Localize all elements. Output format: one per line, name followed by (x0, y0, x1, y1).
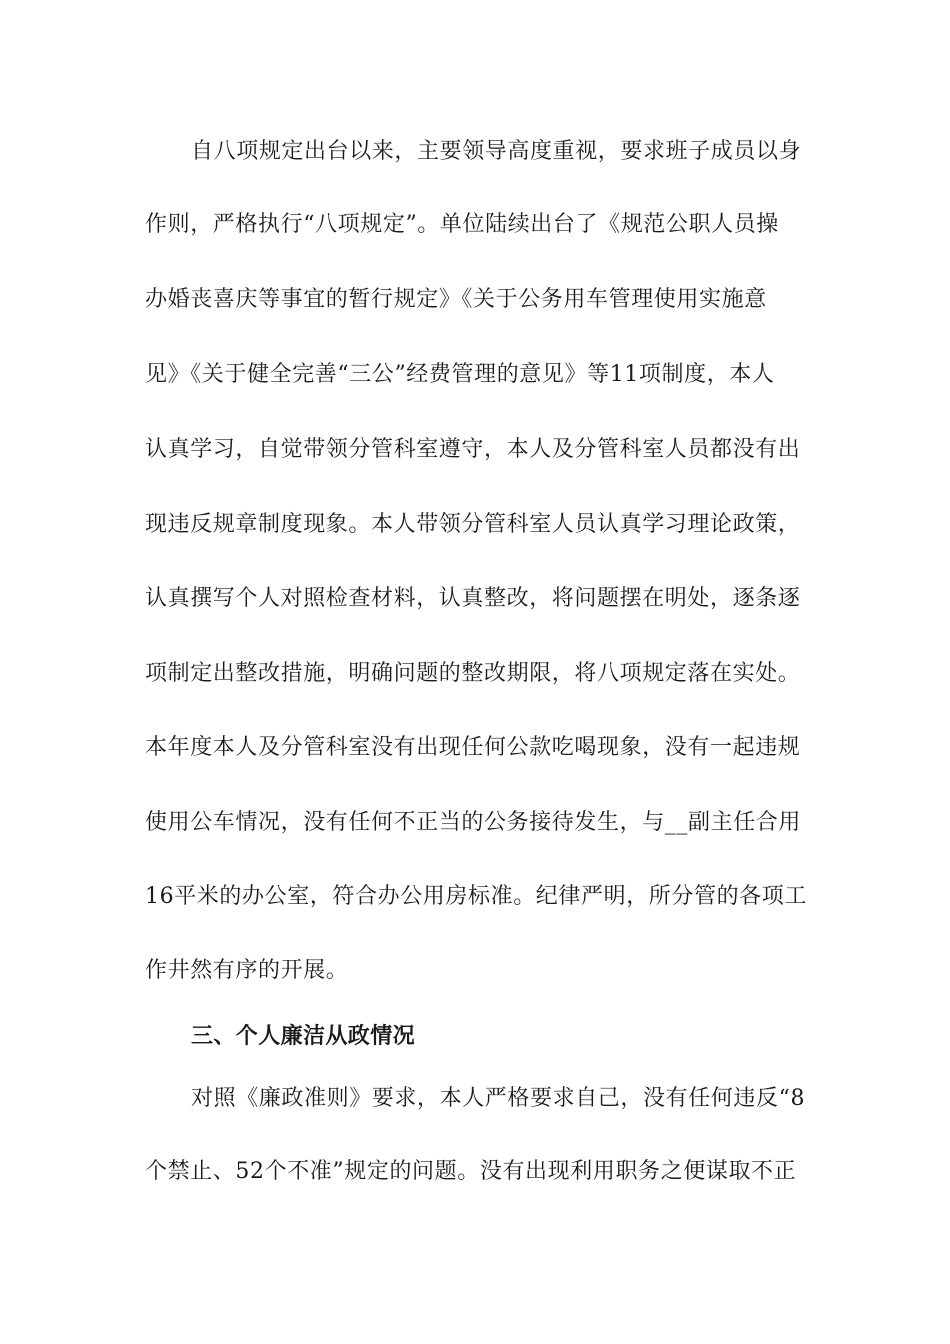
paragraph-line: 作则，严格执行“八项规定”。单位陆续出台了《规范公职人员操 (145, 212, 779, 237)
paragraph-line: 自八项规定出台以来，主要领导高度重视，要求班子成员以身 (191, 139, 802, 164)
paragraph-line: 对照《廉政准则》要求，本人严格要求自己，没有任何违反“8 (191, 1086, 806, 1111)
paragraph-line: 认真学习，自觉带领分管科室遵守，本人及分管科室人员都没有出 (145, 437, 801, 462)
paragraph-line: 个禁止、52个不准”规定的问题。没有出现利用职务之便谋取不正 (145, 1159, 797, 1184)
paragraph-line: 认真撰写个人对照检查材料，认真整改，将问题摆在明处，逐条逐 (145, 586, 801, 611)
paragraph-line: 现违反规章制度现象。本人带领分管科室人员认真学习理论政策， (145, 512, 801, 537)
paragraph-line: 见》《关于健全完善“三公”经费管理的意见》等11项制度，本人 (145, 362, 775, 387)
paragraph-line: 本年度本人及分管科室没有出现任何公款吃喝现象，没有一起违规 (145, 735, 801, 760)
paragraph-line: 作井然有序的开展。 (145, 958, 349, 983)
paragraph-line: 16平米的办公室，符合办公用房标准。纪律严明，所分管的各项工 (145, 884, 807, 909)
paragraph-line: 使用公车情况，没有任何不正当的公务接待发生，与__副主任合用 (145, 810, 802, 835)
paragraph-line: 办婚丧喜庆等事宜的暂行规定》《关于公务用车管理使用实施意 (145, 287, 767, 312)
paragraph-line: 项制定出整改措施，明确问题的整改期限，将八项规定落在实处。 (145, 661, 801, 686)
section-heading: 三、个人廉洁从政情况 (191, 1024, 416, 1049)
